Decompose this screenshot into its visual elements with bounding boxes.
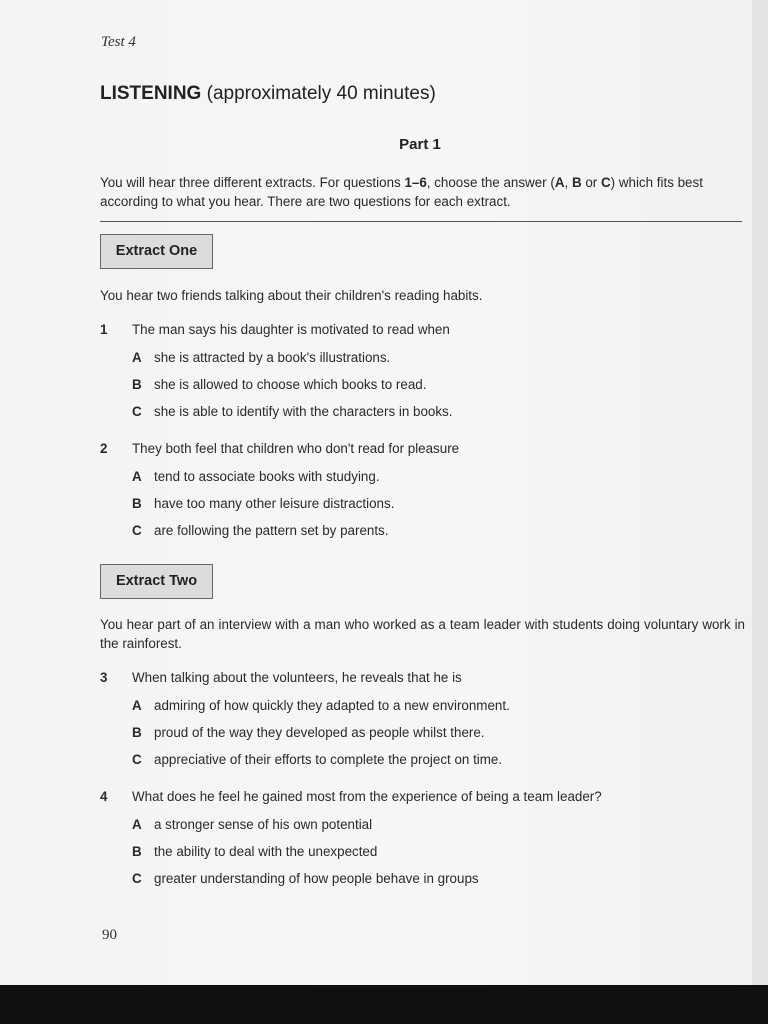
answer-letter: B [571, 175, 582, 190]
option-letter: A [132, 698, 142, 713]
option-text: she is attracted by a book's illustrations. [154, 350, 391, 365]
question-number: 1 [100, 322, 108, 337]
instructions [100, 173, 745, 211]
answer-option [132, 698, 510, 713]
option-text: the ability to deal with the unexpected [154, 844, 378, 859]
answer-option [132, 350, 390, 365]
instructions-text: or [581, 175, 601, 190]
answer-option [132, 817, 372, 832]
option-text: tend to associate books with studying. [154, 469, 380, 484]
extract-one-context: You hear two friends talking about their children's reading habits. [100, 288, 483, 303]
option-letter: B [132, 844, 142, 859]
section-title-rest: (approximately 40 minutes) [201, 83, 436, 104]
instructions-text: , [564, 175, 572, 190]
option-letter: C [132, 523, 142, 538]
option-text: she is allowed to choose which books to read. [154, 377, 427, 392]
answer-option [132, 523, 388, 538]
question-number: 2 [100, 441, 108, 456]
option-letter: C [132, 752, 142, 767]
part-title: Part 1 [399, 136, 441, 153]
extract-two-heading: Extract Two [100, 564, 213, 599]
answer-option [132, 404, 452, 419]
option-text: proud of the way they developed as people whilst there. [154, 725, 485, 740]
question-stem: They both feel that children who don't read for pleasure [132, 441, 460, 456]
option-text: are following the pattern set by parents. [154, 523, 389, 538]
option-letter: A [132, 817, 142, 832]
option-letter: A [132, 350, 142, 365]
page-number: 90 [102, 927, 117, 943]
option-letter: B [132, 725, 142, 740]
question-number: 4 [100, 789, 108, 804]
answer-option [132, 844, 377, 859]
answer-letter: A [554, 175, 565, 190]
answer-option [132, 377, 426, 392]
answer-option [132, 469, 380, 484]
option-letter: A [132, 469, 142, 484]
running-head: Test 4 [101, 34, 136, 50]
section-title [100, 83, 436, 105]
option-text: appreciative of their efforts to complete the project on time. [154, 752, 503, 767]
answer-letter: C [600, 175, 611, 190]
extract-two-context: You hear part of an interview with a man who worked as a team leader with students doing voluntary work in the rainforest. [100, 617, 745, 651]
instructions-text: You will hear three different extracts. For questions [100, 175, 405, 190]
option-text: greater understanding of how people behave in groups [154, 871, 479, 886]
option-text: a stronger sense of his own potential [154, 817, 373, 832]
option-text: admiring of how quickly they adapted to a new environment. [154, 698, 510, 713]
page-edge [752, 0, 768, 985]
extract-one-heading: Extract One [100, 234, 213, 269]
instructions-text: , choose the answer ( [426, 175, 555, 190]
answer-option [132, 871, 479, 886]
option-text: have too many other leisure distractions. [154, 496, 395, 511]
question-stem: The man says his daughter is motivated to read when [132, 322, 450, 337]
answer-option [132, 752, 502, 767]
section-title-bold: LISTENING [100, 83, 202, 104]
answer-option [132, 725, 485, 740]
instructions-text: ) which fits best according to what you hear. There are two questions for each extract. [100, 175, 703, 209]
question-range: 1–6 [404, 175, 427, 190]
divider-rule [100, 221, 742, 222]
option-letter: C [132, 871, 142, 886]
question-stem: What does he feel he gained most from the experience of being a team leader? [132, 789, 602, 804]
option-letter: C [132, 404, 142, 419]
option-text: she is able to identify with the characters in books. [154, 404, 453, 419]
answer-option [132, 496, 394, 511]
question-stem: When talking about the volunteers, he reveals that he is [132, 670, 462, 685]
scan-border [0, 985, 768, 1024]
option-letter: B [132, 496, 142, 511]
question-number: 3 [100, 670, 108, 685]
option-letter: B [132, 377, 142, 392]
